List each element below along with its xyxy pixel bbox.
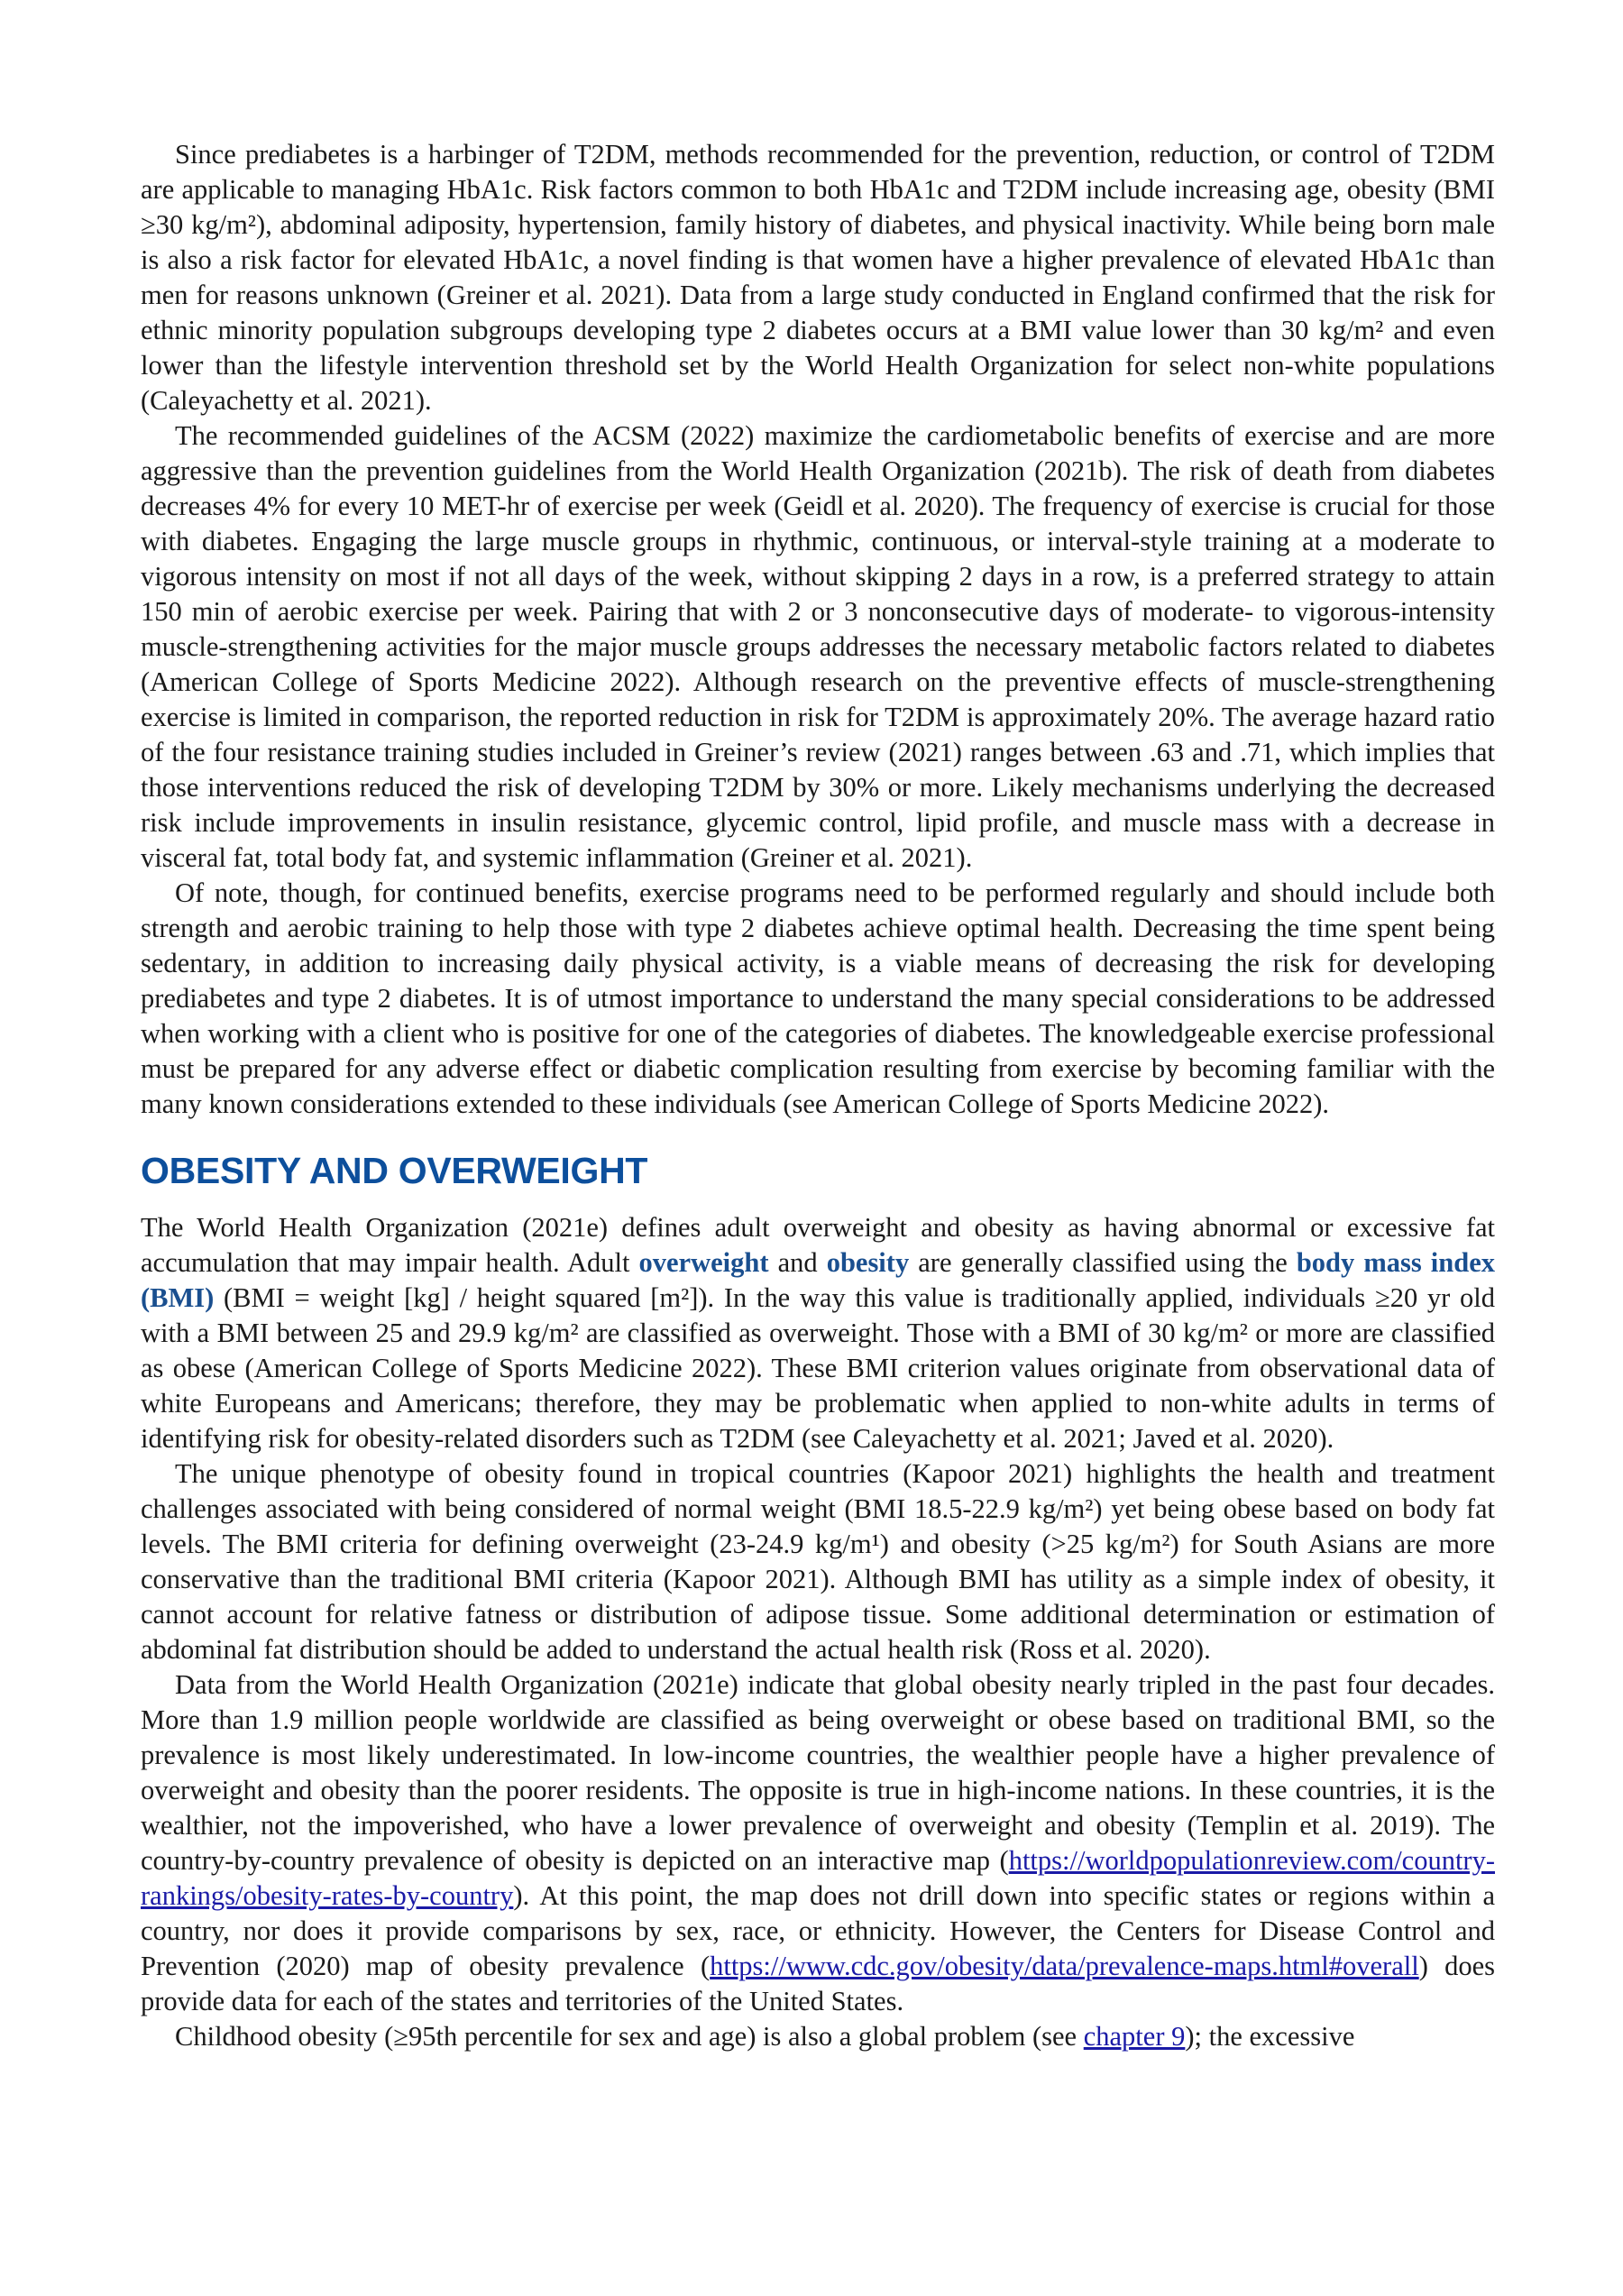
text: (BMI = weight [kg] / height squared [m²]). In the way this value is traditionally applied, individuals ≥20 yr old with a BMI between 25 and 29.9 kg/m² are classified as overweight. Those with a BMI of 30 kg/m² or more are classified as obese (American College of Sports Medicine 2022). These BMI criterion values originate from observational data of white Europeans and Americans; therefore, they may be problematic when applied to non-white adults in terms of identifying risk for obesity-related disorders such as T2DM (see Caleyachetty et al. 2021; Javed et al. 2020).: [141, 1282, 1495, 1454]
paragraph-prediabetes: Since prediabetes is a harbinger of T2DM, methods recommended for the prevention, reduction, or control of T2DM are applicable to managing HbA1c. Risk factors common to both HbA1c and T2DM include increasing age, obesity (BMI ≥30 kg/m²), abdominal adiposity, hypertension, family history of diabetes, and physical inactivity. While being born male is also a risk factor for elevated HbA1c, a novel finding is that women have a higher prevalence of elevated HbA1c than men for reasons unknown (Greiner et al. 2021). Data from a large study conducted in England confirmed that the risk for ethnic minority population subgroups developing type 2 diabetes occurs at a BMI value lower than 30 kg/m² and even lower than the lifestyle intervention threshold set by the World Health Organization for select non-white populations (Caleyachetty et al. 2021).: [141, 139, 1495, 416]
text: ). At this point, the map does not drill down into specific states or regions within a country, nor does it provide comparisons by sex, race, or ethnicity. However, the Centers for Disease Control and Prevention (2020) map of obesity prevalence (: [141, 1880, 1495, 1981]
text: Childhood obesity (≥95th percentile for sex and age) is also a global problem (see: [175, 2021, 1084, 2052]
text: ) does provide data for each of the states and territories of the United States.: [141, 1951, 1495, 2016]
paragraph-continued-benefits: Of note, though, for continued benefits, exercise programs need to be performed regularly and should include both strength and aerobic training to help those with type 2 diabetes achieve optimal health. Decreasing the time spent being sedentary, in addition to increasing daily physical activity, is a viable means of decreasing the risk for developing prediabetes and type 2 diabetes. It is of utmost importance to understand the many special considerations to be addressed when working with a client who is positive for one of the categories of diabetes. The knowledgeable exercise professional must be prepared for any adverse effect or diabetic complication resulting from exercise by becoming familiar with the many known considerations extended to these individuals (see American College of Sports Medicine 2022).: [141, 877, 1495, 1119]
key-term-overweight: overweight: [638, 1247, 769, 1278]
section-heading: OBESITY AND OVERWEIGHT: [141, 1150, 648, 1191]
paragraph-who-definition: [141, 1210, 1495, 1456]
text: are generally classified using the: [909, 1247, 1297, 1278]
paragraph-childhood-obesity: [141, 2019, 1495, 2054]
text: Data from the World Health Organization (2021e) indicate that global obesity nearly tripled in the past four decades. More than 1.9 million people worldwide are classified as being overweight or obese based on traditional BMI, so the prevalence is most likely underestimated. In low-income countries, the wealthier people have a higher prevalence of overweight and obesity than the poorer residents. The opposite is true in high-income nations. In these countries, it is the wealthier, not the impoverished, who have a lower prevalence of overweight and obesity (Templin et al. 2019). The country-by-country prevalence of obesity is depicted on an interactive map (: [141, 1669, 1495, 1876]
text: ); the excessive: [1185, 2021, 1355, 2052]
text: The World Health Organization (2021e) defines adult overweight and obesity as having abnormal or excessive fat accumulation that may impair health. Adult: [141, 1212, 1495, 1278]
document-page: [141, 137, 1495, 2054]
paragraph-tropical-phenotype: The unique phenotype of obesity found in tropical countries (Kapoor 2021) highlights the health and treatment challenges associated with being considered of normal weight (BMI 18.5-22.9 kg/m²) yet being obese based on body fat levels. The BMI criteria for defining overweight (23-24.9 kg/m¹) and obesity (>25 kg/m²) for South Asians are more conservative than the traditional BMI criteria (Kapoor 2021). Although BMI has utility as a simple index of obesity, it cannot account for relative fatness or distribution of adipose tissue. Some additional determination or estimation of abdominal fat distribution should be added to understand the actual health risk (Ross et al. 2020).: [141, 1458, 1495, 1665]
paragraph-acsm-guidelines: The recommended guidelines of the ACSM (2022) maximize the cardiometabolic benefits of exercise and are more aggressive than the prevention guidelines from the World Health Organization (2021b). The risk of death from diabetes decreases 4% for every 10 MET-hr of exercise per week (Geidl et al. 2020). The frequency of exercise is crucial for those with diabetes. Engaging the large muscle groups in rhythmic, continuous, or interval-style training at a moderate to vigorous intensity on most if not all days of the week, without skipping 2 days in a row, is a preferred strategy to attain 150 min of aerobic exercise per week. Pairing that with 2 or 3 nonconsecutive days of moderate- to vigorous-intensity muscle-strengthening activities for the major muscle groups addresses the necessary metabolic factors related to diabetes (American College of Sports Medicine 2022). Although research on the preventive effects of muscle-strengthening exercise is limited in comparison, the reported reduction in risk for T2DM is approximately 20%. The average hazard ratio of the four resistance training studies included in Greiner’s review (2021) ranges between .63 and .71, which implies that those interventions reduced the risk of developing T2DM by 30% or more. Likely mechanisms underlying the decreased risk include improvements in insulin resistance, glycemic control, lipid profile, and muscle mass with a decrease in visceral fat, total body fat, and systemic inflammation (Greiner et al. 2021).: [141, 420, 1495, 873]
key-term-bmi: body mass index (BMI): [141, 1247, 1495, 1313]
text: and: [768, 1247, 827, 1278]
worldpopulationreview-link[interactable]: https://worldpopulationreview.com/country-rankings/obesity-rates-by-country: [141, 1845, 1495, 1911]
key-term-obesity: obesity: [826, 1247, 910, 1278]
chapter-9-link[interactable]: chapter 9: [1083, 2021, 1186, 2052]
paragraph-global-obesity: [141, 1667, 1495, 2019]
cdc-prevalence-maps-link[interactable]: https://www.cdc.gov/obesity/data/prevalence-maps.html#overall: [710, 1951, 1419, 1981]
